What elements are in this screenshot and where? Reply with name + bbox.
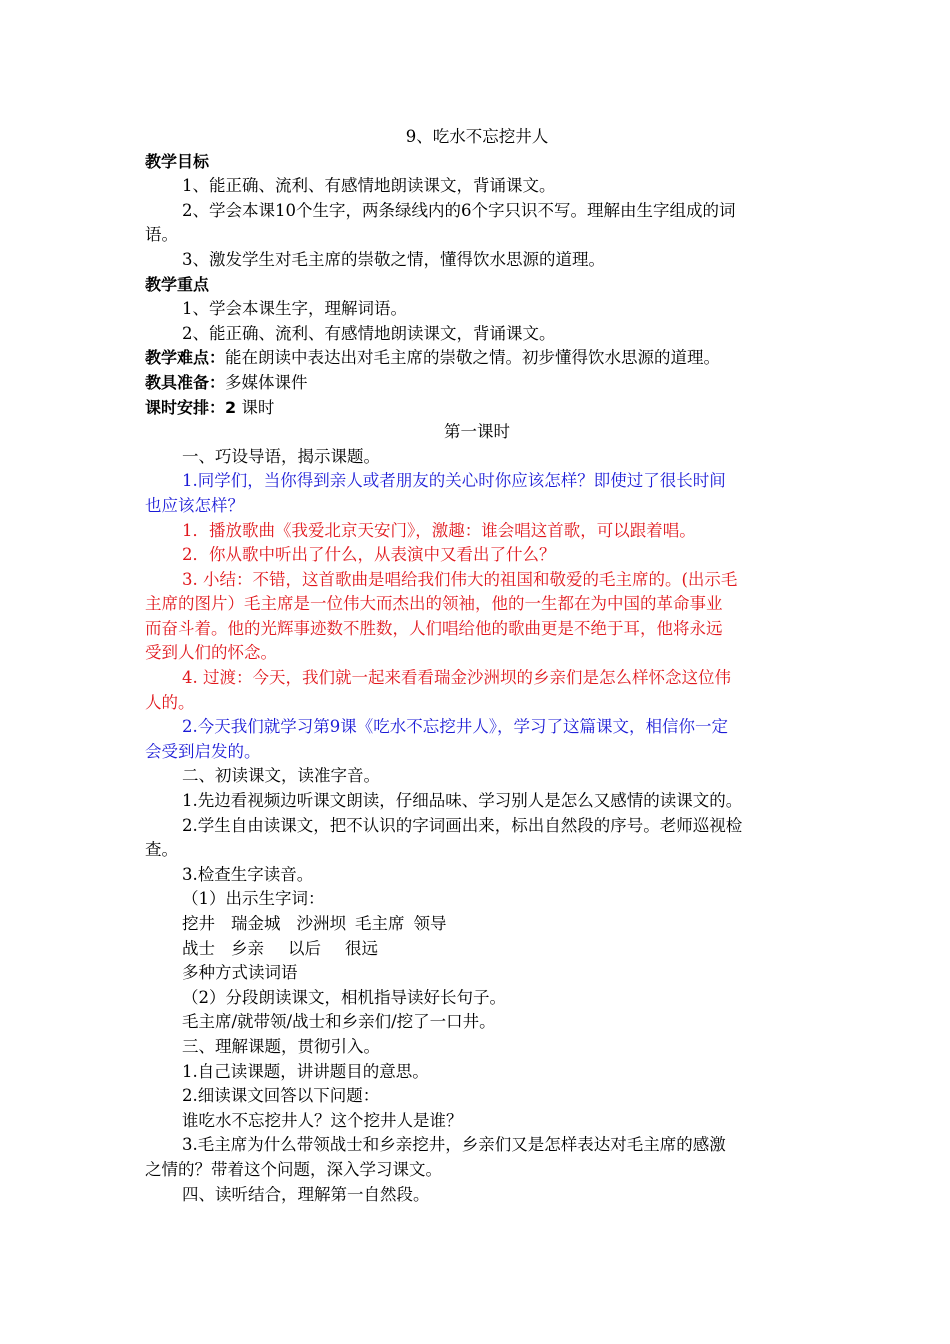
- words-row-2: [145, 937, 809, 962]
- section2-p2-line2: 查。: [145, 840, 178, 860]
- word-item: 瑞金城: [231, 914, 281, 933]
- tools-line: [145, 371, 809, 396]
- section3-p3: 谁吃水不忘挖井人？这个挖井人是谁？: [182, 1110, 463, 1130]
- word-item: 领导: [413, 914, 447, 933]
- goal-item-1: 1、能正确、流利、有感情地朗读课文，背诵课文。: [182, 176, 556, 196]
- schedule-num: 2: [225, 397, 237, 417]
- goals-heading: 教学目标: [145, 151, 210, 171]
- word-item: 战士: [182, 938, 215, 958]
- section1-heading: 一、巧设导语，揭示课题。: [182, 446, 380, 466]
- section1-red3-line1: 3. 小结：不错，这首歌曲是唱给我们伟大的祖国和敬爱的毛主席的。(出示毛: [182, 569, 738, 589]
- word-item: 挖井: [182, 914, 215, 933]
- section3-p4-line1: 3.毛主席为什么带领战士和乡亲挖井，乡亲们又是怎样表达对毛主席的感激: [182, 1135, 726, 1155]
- goal-item-2-cont: 语。: [145, 225, 178, 245]
- tools-label: 教具准备：: [145, 372, 226, 392]
- words-row-1: [145, 912, 809, 937]
- word-item: 很远: [345, 938, 378, 958]
- focus-heading: 教学重点: [145, 274, 210, 294]
- schedule-line: [145, 396, 809, 421]
- word-item: 毛主席: [355, 914, 405, 933]
- section1-blue2-line2: 会受到启发的。: [145, 741, 261, 761]
- section2-p1: 1.先边看视频边听课文朗读，仔细品味、学习别人是怎么又感情的读课文的。: [182, 791, 743, 811]
- section3-p1: 1.自己读课题，讲讲题目的意思。: [182, 1061, 429, 1081]
- section2-p6: （2）分段朗读课文，相机指导读好长句子。: [182, 987, 506, 1007]
- section1-red4-line1: 4. 过渡：今天，我们就一起来看看瑞金沙洲坝的乡亲们是怎么样怀念这位伟: [182, 668, 731, 688]
- difficulty-label: 教学难点：: [145, 348, 226, 368]
- section1-red3-line3: 而奋斗着。他的光辉事迹数不胜数，人们唱给他的歌曲更是不绝于耳，他将永远: [145, 618, 723, 638]
- focus-item-2: 2、能正确、流利、有感情地朗读课文，背诵课文。: [182, 323, 556, 343]
- difficulty-line: [145, 346, 809, 371]
- schedule-label: 课时安排：: [145, 397, 226, 417]
- section1-blue1-line2: 也应该怎样？: [145, 495, 244, 515]
- section2-heading: 二、初读课文，读准字音。: [182, 766, 380, 786]
- section1-red3-line4: 受到人们的怀念。: [145, 643, 277, 663]
- section3-p4-line2: 之情的？带着这个问题，深入学习课文。: [145, 1159, 442, 1179]
- document-page: [145, 125, 809, 1207]
- lesson-title: 第一课时: [444, 422, 510, 442]
- document-title: 9、吃水不忘挖井人: [405, 127, 549, 146]
- section2-p2-line1: 2.学生自由读课文，把不认识的字词画出来，标出自然段的序号。老师巡视检: [182, 815, 743, 835]
- section3-p2: 2.细读课文回答以下问题：: [182, 1086, 380, 1106]
- section3-heading: 三、理解课题，贯彻引入。: [182, 1036, 380, 1056]
- section1-blue2-line1: 2.今天我们就学习第9课《吃水不忘挖井人》，学习了这篇课文，相信你一定: [182, 717, 728, 737]
- difficulty-text: 能在朗读中表达出对毛主席的崇敬之情。初步懂得饮水思源的道理。: [225, 348, 721, 368]
- section2-p4: （1）出示生字词：: [182, 889, 325, 909]
- section1-red2: 2．你从歌中听出了什么，从表演中又看出了什么？: [182, 545, 556, 565]
- tools-text: 多媒体课件: [225, 372, 308, 392]
- section1-blue1-line1: 1.同学们，当你得到亲人或者朋友的关心时你应该怎样？即使过了很长时间: [182, 471, 726, 491]
- word-item: 以后: [288, 938, 321, 958]
- word-item: 乡亲: [231, 938, 264, 958]
- section2-p7: 毛主席/就带领/战士和乡亲们/挖了一口井。: [182, 1012, 496, 1032]
- goal-item-3: 3、激发学生对毛主席的崇敬之情，懂得饮水思源的道理。: [182, 249, 605, 269]
- focus-item-1: 1、学会本课生字，理解词语。: [182, 299, 407, 319]
- goal-item-2: 2、学会本课10个生字，两条绿线内的6个字只识不写。理解由生字组成的词: [182, 200, 736, 220]
- section2-p5: 多种方式读词语: [182, 963, 298, 983]
- word-item: 沙洲坝: [296, 914, 346, 933]
- schedule-text: 课时: [236, 397, 275, 417]
- section1-red3-line2: 主席的图片）毛主席是一位伟大而杰出的领袖，他的一生都在为中国的革命事业: [145, 594, 723, 614]
- section1-red4-line2: 人的。: [145, 692, 195, 712]
- section1-red1: 1．播放歌曲《我爱北京天安门》，激趣：谁会唱这首歌，可以跟着唱。: [182, 520, 696, 540]
- section2-p3: 3.检查生字读音。: [182, 864, 314, 884]
- section4-heading: 四、读听结合，理解第一自然段。: [182, 1184, 430, 1204]
